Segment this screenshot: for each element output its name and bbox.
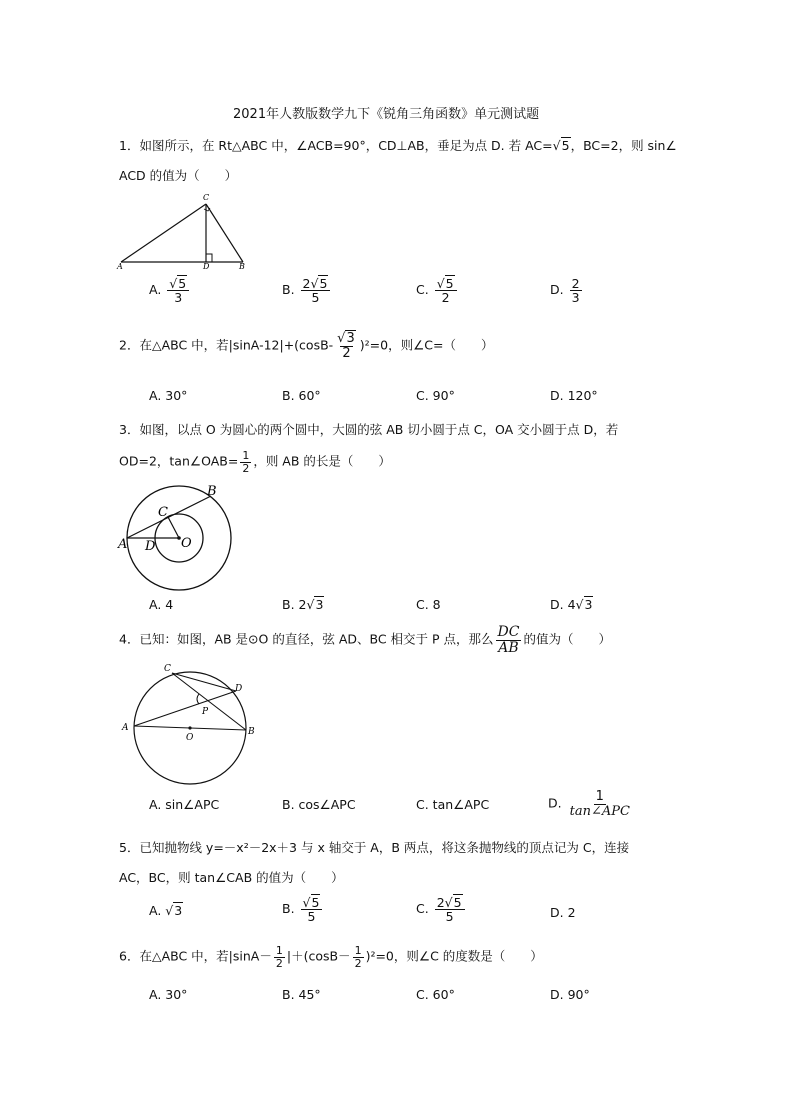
q3-figure xyxy=(115,480,240,595)
q1-label-d: D xyxy=(203,262,210,270)
q5-option-d: D. 2 xyxy=(550,905,576,920)
q4-option-c: C. tan∠APC xyxy=(416,797,490,812)
q3-label-b: B xyxy=(207,484,217,499)
q2-frac-den: 2 xyxy=(342,345,351,361)
q5-option-c-coef: 2 xyxy=(436,895,445,910)
q3-frac-den: 2 xyxy=(242,461,250,475)
q1-option-a-den: 3 xyxy=(174,290,183,306)
q1-option-d xyxy=(550,277,584,304)
q3-option-c: C. 8 xyxy=(416,597,441,612)
q3-line1: 3．如图，以点 O 为圆心的两个圆中，大圆的弦 AB 切小圆于点 C，OA 交小圆于点 D，若 xyxy=(119,422,619,437)
q1-option-c-letter: C. xyxy=(416,282,429,298)
q4-stem xyxy=(119,625,611,655)
q2-option-c: C. 90° xyxy=(416,388,455,403)
q1-sqrt-radicand: 5 xyxy=(561,138,570,153)
q3-option-b: B. 2√3 xyxy=(282,597,324,612)
q4-label-a: A xyxy=(122,723,129,733)
q3-label-a: A xyxy=(118,537,128,552)
q1-text-b: ，BC=2，则 sin∠ xyxy=(570,138,677,153)
q1-option-b-coef: 2 xyxy=(302,276,311,291)
q2-option-a: A. 30° xyxy=(149,388,188,403)
q2-frac: $\frac{√3}{2}$ xyxy=(337,331,355,361)
q1-option-b-rad: 5 xyxy=(319,276,328,291)
q4-label-c: C xyxy=(164,664,171,674)
q5-option-b-frac: $\frac{√5}{5}$ xyxy=(301,896,323,923)
q5-option-c-letter: C. xyxy=(416,901,429,917)
q1-option-a-letter: A. xyxy=(149,282,162,298)
q4-option-d xyxy=(548,790,634,818)
q3-option-b-coef: B. 2 xyxy=(282,597,307,612)
q3-label-c: C xyxy=(158,505,168,520)
q5-line2: AC，BC，则 tan∠CAB 的值为（ ） xyxy=(119,870,344,885)
q5-option-b-den: 5 xyxy=(307,909,316,925)
q3-option-b-rad: 3 xyxy=(315,597,324,612)
q5-line1: 5．已知抛物线 y=－x²－2x＋3 与 x 轴交于 A，B 两点，将这条抛物线的顶点记为 C，连接 xyxy=(119,840,630,855)
q2-option-d: D. 120° xyxy=(550,388,598,403)
q5-option-c-rad: 5 xyxy=(453,895,462,910)
q1-option-c-rad: 5 xyxy=(445,276,454,291)
q3-text-a: OD=2，tan∠OAB= xyxy=(119,453,239,469)
q1-option-b xyxy=(282,277,332,304)
q2-text-pre: 2．在△ABC 中，若|sinA-12|+(cosB- xyxy=(119,337,334,353)
q3-line2 xyxy=(119,450,391,474)
q5-option-a: A. √3 xyxy=(149,903,183,918)
q4-frac-den: AB xyxy=(498,639,519,656)
q5-option-c-den: 5 xyxy=(445,909,454,925)
q3-option-d-coef: D. 4 xyxy=(550,597,576,612)
q6-frac-1-den: 2 xyxy=(275,956,283,970)
q1-figure xyxy=(115,190,255,270)
q1-label-a: A xyxy=(117,262,123,270)
q1-option-c-frac: $\frac{√5}{2}$ xyxy=(435,277,457,304)
q6-frac-2 xyxy=(353,945,364,969)
q3-label-d: D xyxy=(145,539,156,554)
q1-option-c-den: 2 xyxy=(441,290,450,306)
q4-text-b: 的值为（ ） xyxy=(523,631,611,647)
q5-option-c-frac: $\frac{2√5}{5}$ xyxy=(435,896,465,923)
q1-label-c: C xyxy=(203,193,210,202)
q1-label-b: B xyxy=(239,262,245,270)
q1-option-d-num: 2 xyxy=(571,276,580,291)
q4-frac xyxy=(496,625,522,655)
q1-option-d-den: 3 xyxy=(571,290,580,306)
q4-option-a: A. sin∠APC xyxy=(149,797,220,812)
q6-frac-2-num: 1 xyxy=(354,944,362,957)
q5-option-a-letter: A. xyxy=(149,903,162,918)
q1-option-c xyxy=(416,277,459,304)
q4-text-a: 4．已知：如图，AB 是⊙O 的直径，弦 AD、BC 相交于 P 点，那么 xyxy=(119,631,494,647)
q6-option-d: D. 90° xyxy=(550,987,590,1002)
q3-option-a: A. 4 xyxy=(149,597,174,612)
q1-option-a-rad: 5 xyxy=(178,276,187,291)
q4-label-p: P xyxy=(202,707,209,717)
q5-option-a-rad: 3 xyxy=(174,903,183,918)
q3-text-b: ，则 AB 的长是（ ） xyxy=(253,453,391,469)
q4-label-d: D xyxy=(235,684,243,694)
q3-frac-num: 1 xyxy=(242,449,250,462)
q5-option-b xyxy=(282,896,324,923)
q1-option-a-frac: $\frac{√5}{3}$ xyxy=(167,277,189,304)
q6-frac-1 xyxy=(274,945,285,969)
q3-label-o: O xyxy=(181,536,192,551)
q1-option-d-frac xyxy=(570,277,582,304)
q4-label-b: B xyxy=(248,727,255,737)
q4-option-b: B. cos∠APC xyxy=(282,797,356,812)
q2-stem xyxy=(119,332,493,360)
q4-figure xyxy=(118,658,266,786)
q3-frac xyxy=(240,450,251,474)
q4-option-d-den: tan∠APC xyxy=(569,803,630,819)
q6-option-c: C. 60° xyxy=(416,987,455,1002)
q5-option-c xyxy=(416,896,467,923)
q2-option-b: B. 60° xyxy=(282,388,321,403)
q1-option-b-frac: $\frac{2√5}{5}$ xyxy=(301,277,331,304)
q1-sqrt: √5 xyxy=(552,138,570,153)
q1-line2: ACD 的值为（ ） xyxy=(119,168,238,183)
page-title: 2021年人教版数学九下《锐角三角函数》单元测试题 xyxy=(233,107,540,122)
q5-option-b-rad: 5 xyxy=(311,895,320,910)
q2-text-post: )²=0，则∠C=（ ） xyxy=(359,337,494,353)
q6-text-pre: 6．在△ABC 中，若|sinA－ xyxy=(119,948,272,964)
q1-option-b-letter: B. xyxy=(282,282,295,298)
q1-text-a: 1．如图所示，在 Rt△ABC 中，∠ACB=90°，CD⊥AB，垂足为点 D. 若 AC= xyxy=(119,138,553,153)
q4-frac-num: DC xyxy=(497,624,520,640)
q3-option-d-rad: 3 xyxy=(584,597,593,612)
q3-option-d: D. 4√3 xyxy=(550,597,593,612)
q6-text-post: )²=0，则∠C 的度数是（ ） xyxy=(365,948,543,964)
q1-line1 xyxy=(119,136,677,154)
q6-stem xyxy=(119,945,543,969)
q4-option-d-frac xyxy=(568,790,632,818)
q6-text-mid: |＋(cosB－ xyxy=(286,948,351,964)
q6-option-a: A. 30° xyxy=(149,987,188,1002)
q6-option-b: B. 45° xyxy=(282,987,321,1002)
q6-frac-2-den: 2 xyxy=(354,956,362,970)
q1-option-d-letter: D. xyxy=(550,282,564,298)
q4-label-o: O xyxy=(186,733,194,743)
q6-frac-1-num: 1 xyxy=(275,944,283,957)
q1-option-b-den: 5 xyxy=(311,290,320,306)
q4-option-d-letter: D. xyxy=(548,795,562,811)
q4-option-d-num: 1 xyxy=(595,789,604,804)
q2-frac-rad: 3 xyxy=(346,331,355,346)
q1-option-a xyxy=(149,277,191,304)
q5-option-b-letter: B. xyxy=(282,901,295,917)
